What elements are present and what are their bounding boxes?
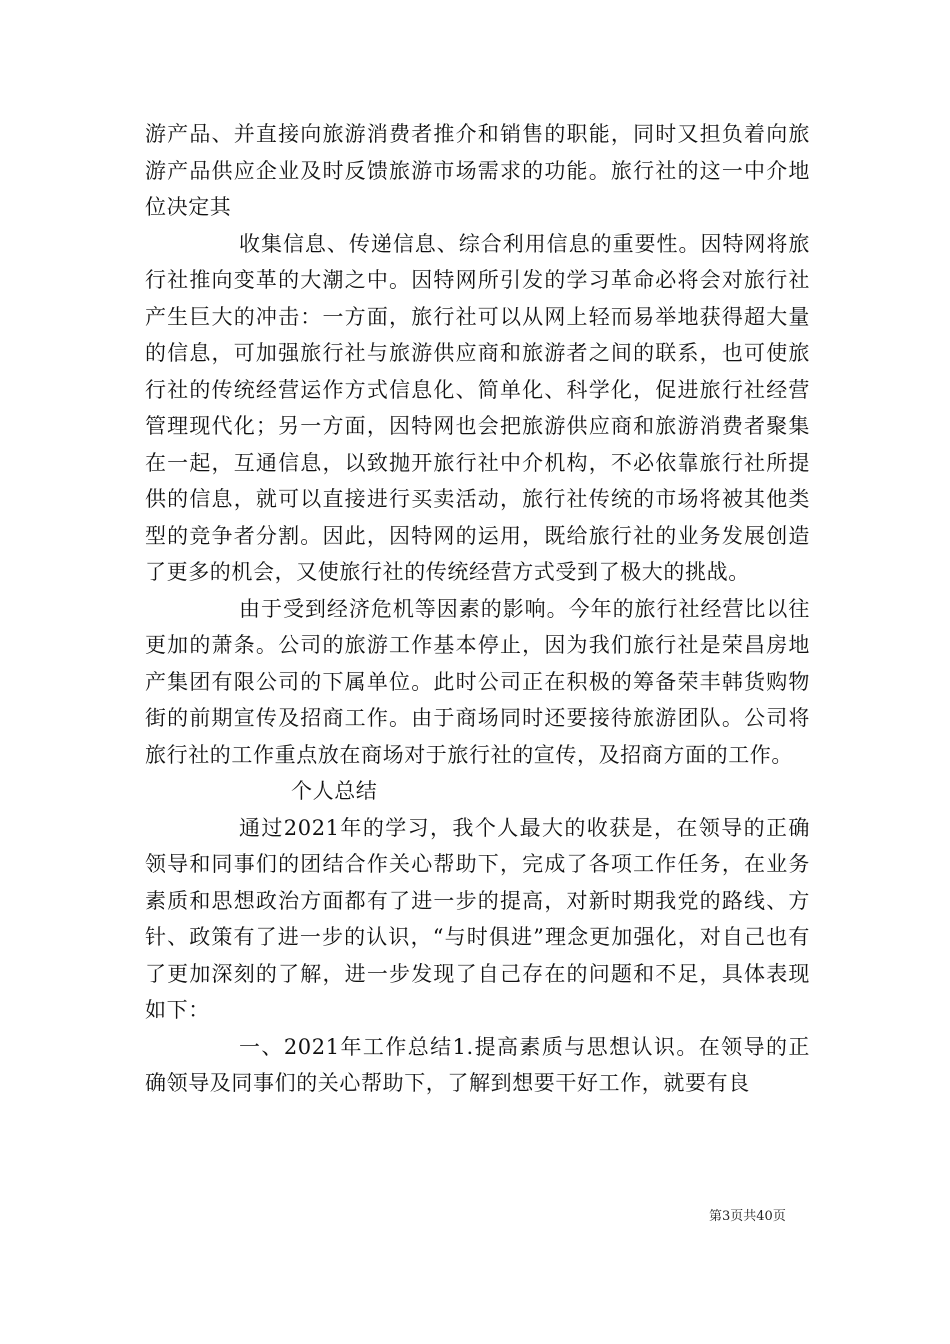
paragraph-intro: 游产品、并直接向旅游消费者推介和销售的职能，同时又担负着向旅游产品供应企业及时反馈旅游市场需求的功能。旅行社的这一中介地位决定其 — [145, 122, 810, 219]
paragraph-work-summary: 一、2021年工作总结1.提高素质与思想认识。在领导的正确领导及同事们的关心帮助下，了解到想要干好工作，就要有良 — [145, 1034, 810, 1095]
paragraph-internet-impact: 收集信息、传递信息、综合利用信息的重要性。因特网将旅行社推向变革的大潮之中。因特网所引发的学习革命必将会对旅行社产生巨大的冲击：一方面，旅行社可以从网上轻而易举地获得超大量的信息，可加强旅行社与旅游供应商和旅游者之间的联系，也可使旅行社的传统经营运作方式信息化、简单化、科学化，促进旅行社经营管理现代化；另一方面，因特网也会把旅游供应商和旅游消费者聚集在一起，互通信息，以致抛开旅行社中介机构，不必依靠旅行社所提供的信息，就可以直接进行买卖活动，旅行社传统的市场将被其他类型的竞争者分割。因此，因特网的运用，既给旅行社的业务发展创造了更多的机会，又使旅行社的传统经营方式受到了极大的挑战。 — [145, 231, 810, 584]
document-body — [145, 116, 810, 1102]
section-heading: 个人总结 — [291, 779, 378, 803]
page-number-footer: 第3页共40页 — [709, 1209, 786, 1224]
paragraph-economic-crisis: 由于受到经济危机等因素的影响。今年的旅行社经营比以往更加的萧条。公司的旅游工作基本停止，因为我们旅行社是荣昌房地产集团有限公司的下属单位。此时公司正在积极的筹备荣丰韩货购物街的前期宣传及招商工作。由于商场同时还要接待旅游团队。公司将旅行社的工作重点放在商场对于旅行社的宣传，及招商方面的工作。 — [145, 596, 810, 767]
paragraph-personal-summary: 通过2021年的学习，我个人最大的收获是，在领导的正确领导和同事们的团结合作关心帮助下，完成了各项工作任务，在业务素质和思想政治方面都有了进一步的提高，对新时期我党的路线、方针、政策有了进一步的认识，“与时俱进”理念更加强化，对自己也有了更加深刻的了解，进一步发现了自己存在的问题和不足，具体表现如下： — [145, 815, 810, 1022]
